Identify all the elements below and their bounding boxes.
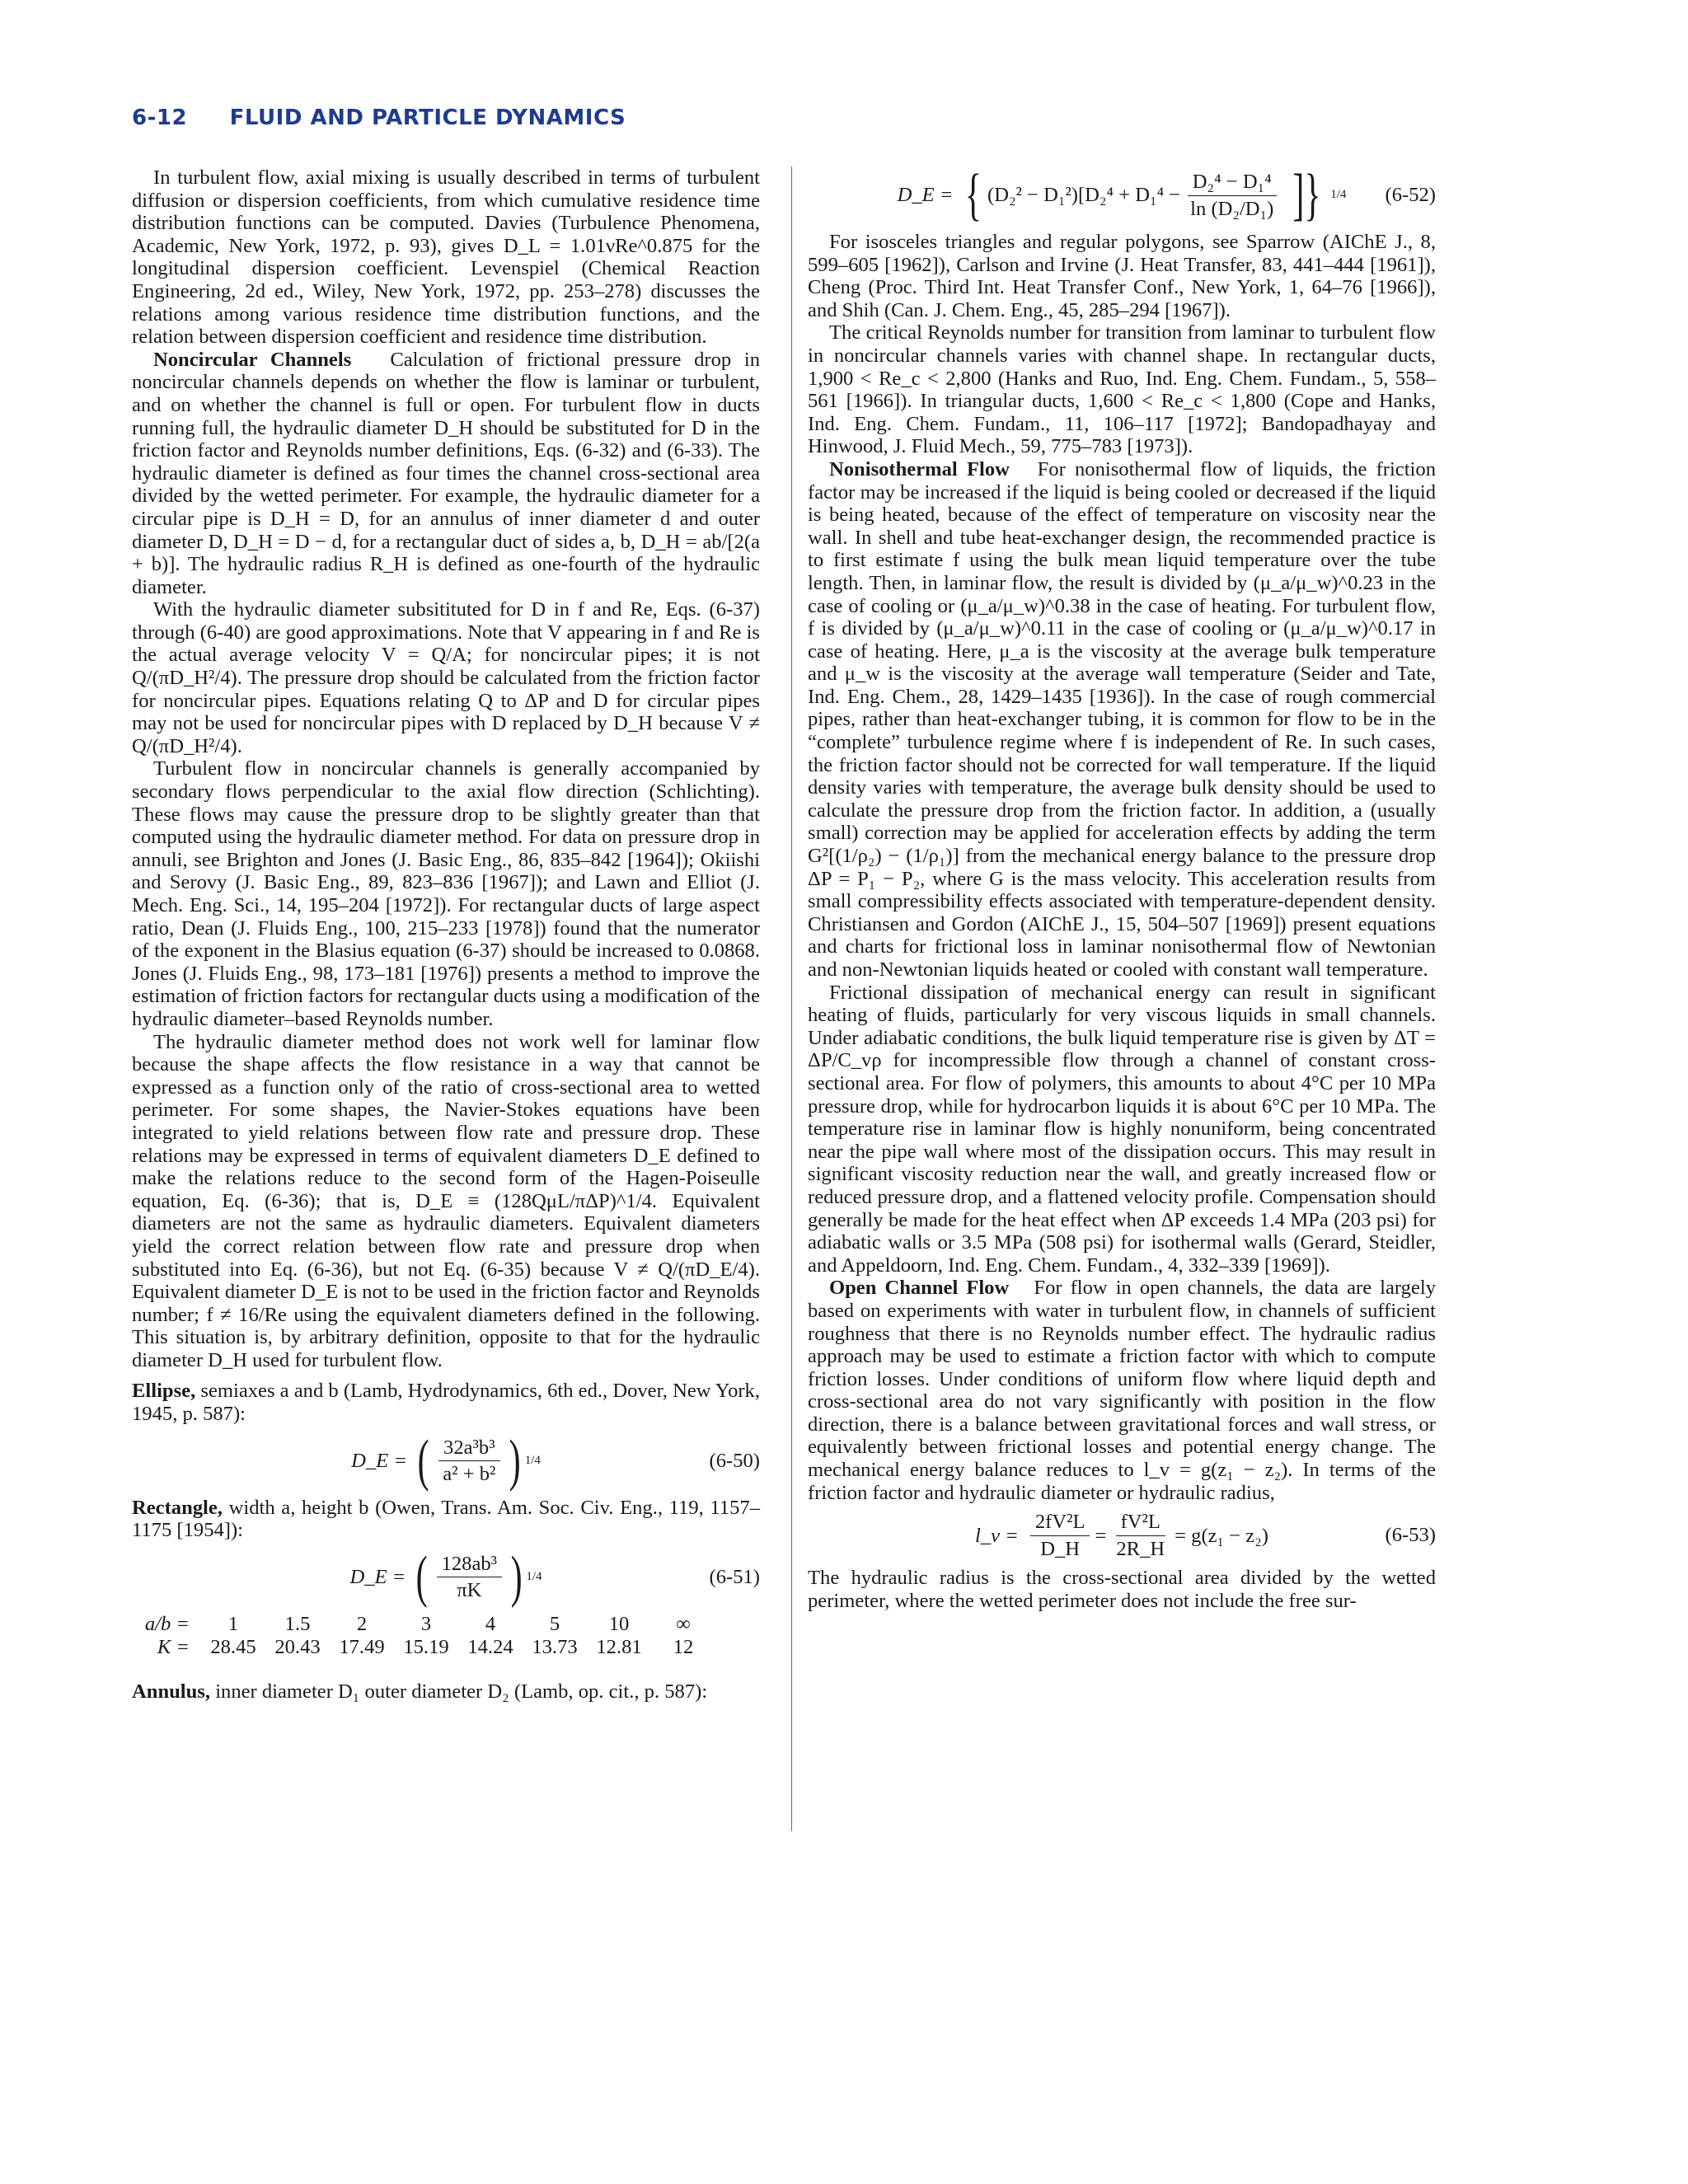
eq51-denominator: πK <box>457 1579 482 1602</box>
paragraph-laminar-equivalent-diameter: The hydraulic diameter method does not work well for laminar flow because the shape affects the flow resistance in a way that cannot be expressed as a function only of the ratio of cross-sectional area to wetted perimeter. For some shapes, the Navier-Stokes equations have been integrated to yield relations between flow rate and pressure drop. These relations may be expressed in terms of equivalent diameters D_E defined to make the relations reduce to the second form of the Hagen-Poiseulle equation, Eq. (6-36); that is, D_E ≡ (128QμL/πΔP)^1/4. Equivalent diameters are not the same as hydraulic diameters. Equivalent diameters yield the correct relation between flow rate and pressure drop when substituted into Eq. (6-36), but not Eq. (6-35) because V ≠ Q/(πD_E/4). Equivalent diameter D_E is not to be used in the friction factor and Reynolds number; f ≠ 16/Re using the equivalent diameters defined in the following. This situation is, by arbitrary definition, opposite to that for the hydraulic diameter D_H used for turbulent flow. <box>132 1030 760 1371</box>
paragraph-annulus <box>132 1680 760 1704</box>
k-cell: 12.81 <box>596 1635 642 1658</box>
k-cell: 15.19 <box>403 1635 449 1658</box>
table-row-k <box>140 1636 715 1659</box>
eq51-exponent: 1/4 <box>526 1570 542 1584</box>
eq53-fraction-1 <box>1030 1511 1090 1560</box>
k-cell: 17.49 <box>339 1635 385 1658</box>
eq51-label: (6-51) <box>709 1566 760 1589</box>
ab-cell: 10 <box>608 1612 630 1635</box>
left-column <box>132 166 760 1703</box>
eq50-fraction <box>438 1436 500 1486</box>
eq53-denominator-2: 2R_H <box>1116 1537 1165 1560</box>
eq53-numerator-2: fV²L <box>1116 1511 1165 1536</box>
eq50-denominator: a² + b² <box>443 1463 496 1486</box>
equation-6-53: l_v = $\frac{\text{2fV²L}}{D\_H}$ = $\frac{\text{fV²L}}{2R\_H}$ = g(z₁ − z₂) (6-53) <box>975 1511 1436 1560</box>
k-value-table <box>140 1613 715 1659</box>
eq53-fraction-2 <box>1111 1511 1170 1560</box>
paragraph-secondary-flows: Turbulent flow in noncircular channels is generally accompanied by secondary flows perpendicular to the axial flow direction (Schlichting). These flows may cause the pressure drop to be slightly greater than that computed using the hydraulic diameter method. For data on pressure drop in annuli, see Brighton and Jones (J. Basic Eng., 86, 835–842 [1964]); Okiishi and Serovy (J. Basic Eng., 89, 823–836 [1967]); and Lawn and Elliot (J. Mech. Eng. Sci., 14, 195–204 [1972]). For rectangular ducts of large aspect ratio, Dean (J. Fluids Eng., 100, 215–233 [1978]) found that the numerator of the exponent in the Blasius equation (6-37) should be increased to 0.0868. Jones (J. Fluids Eng., 98, 173–181 [1976]) presents a method to improve the estimation of friction factors for rectangular ducts using a modification of the hydraulic diameter–based Reynolds number. <box>132 757 760 1030</box>
equation-6-52: D_E = { (D₂² − D₁²)[D₂⁴ + D₁⁴ − $\frac{\text{D₂⁴ − D₁⁴}}{\text{ln (D₂/D₁)}}$ ]} 1/4 (6-52) <box>897 163 1436 227</box>
equation-6-50: D_E = ( $\frac{\text{32a³b³}}{\text{a² + b²}}$ ) 1/4 (6-50) <box>351 1428 760 1493</box>
eq53-label: (6-53) <box>1385 1524 1436 1547</box>
heading-annulus: Annulus, <box>132 1680 211 1703</box>
eq52-body: (D₂² − D₁²)[D₂⁴ + D₁⁴ − <box>987 184 1181 207</box>
paragraph-ellipse <box>132 1380 760 1425</box>
text-nonisothermal-flow: For nonisothermal flow of liquids, the friction factor may be increased if the liquid is being cooled or decreased if the liquid is being heated, because of the effect of temperature on viscosity near the wall. In shell and tube heat-exchanger design, the recommended practice is to first estimate f using the bulk mean liquid temperature over the tube length. Then, in laminar flow, the result is divided by (μ_a/μ_w)^0.23 in the case of cooling or (μ_a/μ_w)^0.38 in the case of heating. For turbulent flow, f is divided by (μ_a/μ_w)^0.11 in the case of cooling or (μ_a/μ_w)^0.17 in case of heating. Here, μ_a is the viscosity at the average bulk temperature and μ_w is the viscosity at the average wall temperature (Seider and Tate, Ind. Eng. Chem., 28, 1429–1435 [1936]). In the case of rough commercial pipes, rather than heat-exchanger tubing, it is common for flow to be in the “complete” turbulence regime where f is independent of Re. In such cases, the friction factor should not be corrected for wall temperature. If the liquid density varies with temperature, the average bulk density should be used to calculate the pressure drop from the friction factor. In addition, a (usually small) correction may be applied for acceleration effects by adding the term G²[(1/ρ₂) − (1/ρ₁)] from the mechanical energy balance to the pressure drop ΔP = P₁ − P₂, where G is the mass velocity. This acceleration results from small compressibility effects associated with temperature-dependent density. Christiansen and Gordon (AIChE J., 15, 504–507 [1969]) present equations and charts for frictional loss in laminar nonisothermal flow of Newtonian and non-Newtonian liquids heated or cooled with constant wall temperature. <box>808 457 1436 981</box>
paragraph-open-channel-flow <box>808 1277 1436 1504</box>
paragraph-noncircular-channels <box>132 349 760 599</box>
running-head <box>132 105 626 130</box>
ab-cell: ∞ <box>676 1612 691 1635</box>
paragraph-frictional-dissipation: Frictional dissipation of mechanical energy can result in significant heating of fluids, particularly for very viscous liquids in small channels. Under adiabatic conditions, the bulk liquid temperature rise is given by ΔT = ΔP/C_vρ for incompressible flow through a channel of constant cross-sectional area. For flow of polymers, this amounts to about 4°C per 10 MPa pressure drop, while for hydrocarbon liquids it is about 6°C per 10 MPa. The temperature rise in laminar flow is highly nonuniform, being concentrated near the pipe wall where most of the dissipation occurs. This may result in significant viscosity reduction near the wall, and greatly increased flow or reduced pressure drop, and a flattened velocity profile. Compensation should generally be made for the heat effect when ΔP exceeds 1.4 MPa (203 psi) for adiabatic walls or 3.5 MPa (508 psi) for isothermal walls (Gerard, Steidler, and Appeldoorn, Ind. Eng. Chem. Fundam., 4, 332–339 [1969]). <box>808 981 1436 1277</box>
eq53-rhs: = g(z₁ − z₂) <box>1175 1524 1268 1547</box>
eq50-label: (6-50) <box>709 1449 760 1472</box>
ab-label: a/b = <box>144 1612 190 1635</box>
ab-cell: 4 <box>485 1612 496 1635</box>
text-rectangle: width a, height b (Owen, Trans. Am. Soc. Civ. Eng., 119, 1157–1175 [1954]): <box>132 1496 760 1542</box>
paragraph-rectangle <box>132 1497 760 1542</box>
k-label: K = <box>157 1635 190 1658</box>
eq51-lhs: D_E = <box>349 1566 406 1589</box>
eq50-lhs: D_E = <box>351 1449 407 1472</box>
eq51-numerator: 128ab³ <box>437 1553 502 1578</box>
k-cell: 13.73 <box>532 1635 578 1658</box>
ab-cell: 5 <box>549 1612 560 1635</box>
heading-ellipse: Ellipse, <box>132 1380 196 1403</box>
k-cell: 14.24 <box>467 1635 513 1658</box>
eq50-exponent: 1/4 <box>524 1453 541 1467</box>
eq53-denominator-1: D_H <box>1040 1537 1081 1560</box>
heading-nonisothermal-flow: Nonisothermal Flow <box>829 457 1010 480</box>
eq52-close: ]} <box>1292 163 1321 227</box>
eq52-lhs: D_E = <box>897 184 954 207</box>
ab-cell: 3 <box>420 1612 432 1635</box>
equation-6-51: D_E = ( $\frac{\text{128ab³}}{\pi K}$ ) 1/4 (6-51) <box>349 1544 760 1609</box>
eq53-numerator-1: 2fV²L <box>1030 1511 1090 1536</box>
eq52-denominator: ln (D₂/D₁) <box>1190 197 1274 220</box>
ab-cell: 1 <box>227 1612 239 1635</box>
heading-open-channel-flow: Open Channel Flow <box>829 1277 1010 1300</box>
paragraph-triangles-polygons: For isosceles triangles and regular polygons, see Sparrow (AIChE J., 8, 599–605 [1962]), Carlson and Irvine (J. Heat Transfer, 83, 441–444 [1961]), Cheng (Proc. Third Int. Heat Transfer Conf., New York, 1, 64–76 [1966]), and Shih (Can. J. Chem. Eng., 45, 285–294 [1967]). <box>808 231 1436 321</box>
page-number: 6-12 <box>132 105 188 130</box>
eq52-numerator: D₂⁴ − D₁⁴ <box>1188 171 1277 196</box>
paragraph-nonisothermal-flow <box>808 458 1436 982</box>
paragraph-hydraulic-radius: The hydraulic radius is the cross-sectional area divided by the wetted perimeter, where the wetted perimeter does not include the free sur- <box>808 1567 1436 1613</box>
k-cell: 28.45 <box>210 1635 256 1658</box>
paragraph-axial-mixing: In turbulent flow, axial mixing is usually described in terms of turbulent diffusion or dispersion coefficients, from which cumulative residence time distribution functions can be computed. Davies (Turbulence Phenomena, Academic, New York, 1972, p. 93), gives D_L = 1.01νRe^0.875 for the longitudinal dispersion coefficient. Levenspiel (Chemical Reaction Engineering, 2d ed., Wiley, New York, 1972, pp. 253–278) discusses the relations among various residence time distribution functions, and the relation between dispersion coefficient and residence time distribution. <box>132 166 760 349</box>
eq50-numerator: 32a³b³ <box>438 1436 500 1462</box>
eq53-lhs: l_v = <box>975 1524 1019 1547</box>
text-ellipse: semiaxes a and b (Lamb, Hydrodynamics, 6th ed., Dover, New York, 1945, p. 587): <box>132 1380 760 1426</box>
heading-rectangle: Rectangle, <box>132 1496 223 1519</box>
column-rule <box>791 166 792 1831</box>
k-cell: 20.43 <box>274 1635 321 1658</box>
paragraph-hydraulic-diameter-subst: With the hydraulic diameter subsitituted for D in f and Re, Eqs. (6-37) through (6-40) are good approximations. Note that V appearing in f and Re is the actual average velocity V = Q/A; for noncircular pipes; it is not Q/(πD_H²/4). The pressure drop should be calculated from the friction factor for noncircular pipes. Equations relating Q to ΔP and D for circular pipes may not be used for noncircular pipes with D replaced by D_H because V ≠ Q/(πD_H²/4). <box>132 598 760 757</box>
ab-cell: 2 <box>356 1612 368 1635</box>
eq51-fraction <box>437 1553 502 1602</box>
text-open-channel-flow: For flow in open channels, the data are largely based on experiments with water in turbulent flow, in channels of sufficient roughness that there is no Reynolds number effect. The hydraulic radius approach may be used to estimate a friction factor with which to compute friction losses. Under conditions of uniform flow where liquid depth and cross-sectional area do not vary significantly with position in the flow direction, there is a balance between gravitational forces and wall stress, or equivalently between frictional losses and potential energy change. The mechanical energy balance reduces to l_v = g(z₁ − z₂). In terms of the friction factor and hydraulic diameter or hydraulic radius, <box>808 1277 1436 1504</box>
text-noncircular-channels: Calculation of frictional pressure drop in noncircular channels depends on whether the flow is laminar or turbulent, and on whether the channel is full or open. For turbulent flow in ducts running full, the hydraulic diameter D_H should be substituted for D in the friction factor and Reynolds number definitions, Eqs. (6-32) and (6-33). The hydraulic diameter is defined as four times the channel cross-sectional area divided by the wetted perimeter. For example, the hydraulic diameter for a circular pipe is D_H = D, for an annulus of inner diameter d and outer diameter D, D_H = D − d, for a rectangular duct of sides a, b, D_H = ab/[2(a + b)]. The hydraulic radius R_H is defined as one-fourth of the hydraulic diameter. <box>132 348 760 598</box>
right-column <box>808 163 1436 1613</box>
eq52-exponent: 1/4 <box>1330 188 1347 202</box>
eq52-fraction <box>1185 171 1278 220</box>
ab-cell: 1.5 <box>284 1612 311 1635</box>
heading-noncircular-channels: Noncircular Channels <box>153 348 352 371</box>
eq52-label: (6-52) <box>1385 184 1436 207</box>
section-title: FLUID AND PARTICLE DYNAMICS <box>229 105 626 130</box>
table-row-ab <box>140 1613 715 1636</box>
text-annulus: inner diameter D₁ outer diameter D₂ (Lamb, op. cit., p. 587): <box>215 1680 708 1703</box>
k-cell: 12 <box>673 1635 694 1658</box>
paragraph-critical-reynolds: The critical Reynolds number for transition from laminar to turbulent flow in noncircular channels varies with channel shape. In rectangular ducts, 1,900 < Re_c < 2,800 (Hanks and Ruo, Ind. Eng. Chem. Fundam., 5, 558–561 [1966]). In triangular ducts, 1,600 < Re_c < 1,800 (Cope and Hanks, Ind. Eng. Chem. Fundam., 11, 106–117 [1972]; Bandopadhayay and Hinwood, J. Fluid Mech., 59, 775–783 [1973]). <box>808 321 1436 458</box>
